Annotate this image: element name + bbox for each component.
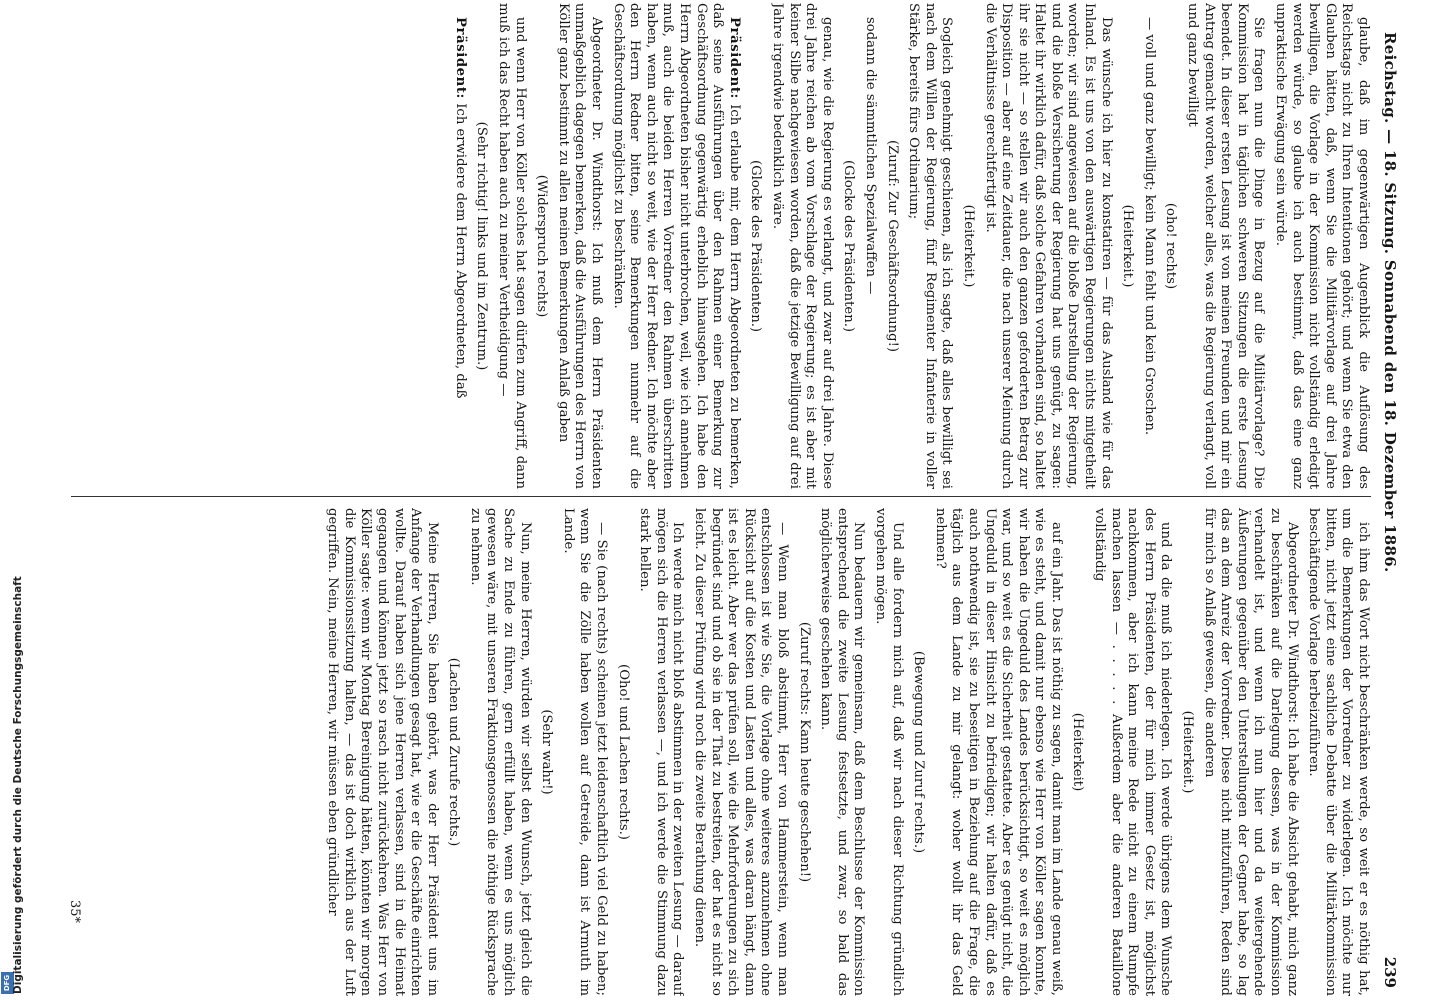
paragraph-text: — Wenn man bloß abstimmt, Herr von Hammerstein, wenn man entschlossen ist wie Sie, die Vorlage ohne weiteres anzunehmen ohne Rücksicht auf die Kosten und Lasten und alles, was daran hängt, dann ist es leicht. Aber wer das prüfen soll, wie die Mehrforderungen zu sich begründet sind und ob sie in der That zu bestreiten, der hat es nicht so leicht. Zu dieser Prüfung wird noch die zweite Berathung dienen. bbox=[692, 508, 790, 996]
paragraph bbox=[554, 3, 604, 489]
left-column bbox=[71, 3, 1371, 489]
paragraph-text: (Sehr richtig! links und im Zentrum.) bbox=[474, 121, 490, 371]
interjection bbox=[1069, 508, 1086, 996]
interjection bbox=[795, 508, 812, 996]
paragraph-text: Das wünsche ich hier zu konstatiren — für das Ausland wie für das Inland. Es ist uns von den auswärtigen Regierungen nichts mitgetheilt worden; wir sind angewiesen auf die bloße Darstellung der Regierung, und die bloße Versicherung der Regierung hat uns genügt, zu sagen: Haltet ihr wirklich dafür, daß solche Gefahren vorhanden sind, so haltet ihr sie nicht — so stellen wir auch den ganzen geforderten Betrag zur Disposition — aber auf eine Zeitdauer, die nach unserer Meinung durch die Verhältnisse gerechtfertigt ist. bbox=[982, 3, 1114, 489]
page-header bbox=[1375, 0, 1399, 1000]
interjection bbox=[910, 508, 927, 996]
paragraph-text: Nun, meine Herren, würden wir selbst den Wunsch, jetzt gleich die Sache zu Ende zu führen, gern erfüllt haben, wenn es uns möglich gewesen wäre, mit unseren Fraktionsgenossen die nöthige Rücksprache zu nehmen. bbox=[467, 508, 533, 996]
paragraph-text: Ich erlaube mir, dem Herrn Abgeordneten zu bemerken, daß seine Ausführungen über den Rahmen einer Bemerkung zur Geschäftsordnung gegenwärtig erheblich hinausgehen. Ich habe den Herrn Abgeordneten bisher nicht unterbrochen, weil, wie ich annehmen muß, auch die beiden Herren Vorredner den Rahmen überschritten haben, wenn auch nicht so weit, wie der Herr Redner. Ich möchte aber den Herrn Redner bitten, seine Bemerkungen nunmehr auf die Geschäftsordnung möglichst zu beschränken. bbox=[610, 3, 742, 489]
paragraph-text: (Heiterkeit.) bbox=[1120, 204, 1136, 288]
paragraph bbox=[451, 3, 468, 489]
interjection bbox=[840, 3, 857, 489]
paragraph bbox=[861, 3, 878, 489]
running-title: Reichstag. — 18. Sitzung. Sonnabend den 18. Dezember 1886. bbox=[1381, 32, 1399, 573]
paragraph-text: (Glocke des Präsidenten.) bbox=[841, 159, 857, 333]
paragraph-text: (Heiterkeit.) bbox=[960, 204, 976, 288]
digitization-credit: Digitalisierung gefördert durch die Deutsche Forschungsgemeinschaft bbox=[12, 576, 24, 994]
paragraph-text: Sogleich genehmigt geschienen, als ich sagte, daß alles bewilligt sei nach dem Willen der Regierung, fünf Regimenter Infanterie in voller Stärke, bereits fürs Ordinarium; bbox=[906, 3, 955, 489]
paragraph bbox=[324, 508, 440, 996]
paragraph-text: Ich werde mich nicht bloß abstimmen in der zweiten Lesung — darauf mögen sich die Herren verlassen —, und ich werde die Stimmung dazu stark hellen. bbox=[637, 508, 686, 996]
paragraph-text: Meine Herren, Sie haben gehört, was der Herr Präsident uns im Anfange der Verhandlungen gesagt hat, wie er die Geschäfte einrichten wollte. Darauf haben sich jene Herren verlassen, sind in die Heimat gegangen und können jetzt so rasch nicht zurückkehren. Was Herr von Köller sagte: wenn wir Montag Bereinigung hätten, könnten wir morgen die Kommissionssitzung halten, — das ist doch wirklich aus der Luft gegriffen. Nein, meine Herren, wir müssen eben gründlicher bbox=[325, 508, 440, 996]
paragraph-text: und da die muß ich niederlegen. Ich werde übrigens dem Wunsche des Herrn Präsidenten, der für mich immer Gesetz ist, möglichst nachkommen, aber ich kann meine Rede nicht zu einem Rumpfe machen lassen — . . . . . Außerdem aber die anderen Bataillone vollständig bbox=[1092, 508, 1174, 996]
paragraph-text: (Heiterkeit) bbox=[1070, 712, 1086, 792]
paragraph bbox=[559, 508, 609, 996]
paragraph bbox=[871, 508, 904, 996]
speaker-label: Präsident: bbox=[452, 17, 468, 100]
paragraph bbox=[1140, 3, 1157, 489]
paragraph bbox=[495, 3, 528, 489]
interjection bbox=[959, 3, 976, 489]
interjection bbox=[747, 3, 764, 489]
paragraph bbox=[1271, 3, 1371, 489]
paragraph-text: Abgeordneter Dr. Windthorst: Ich habe die Absicht gehabt, mich ganz zu beschränken auf die Darlegung dessen, was in der Kommission verhandelt ist, und wenn ich nun hier und da weitergehende Äußerungen gegenüber den Unterstellungen der Gegner habe, so lag das an dem Anreiz der Vorredner. Diese nicht mitzuführen, Reden sind für mich so Anlaß gewesen, die anderen bbox=[1201, 508, 1300, 996]
page-number: 239 bbox=[1381, 956, 1399, 988]
paragraph-text: Ich erwidere dem Herrn Abgeordneten, daß bbox=[452, 103, 468, 399]
right-column bbox=[71, 508, 1371, 996]
interjection bbox=[883, 3, 900, 489]
paragraph-text: (Heiterkeit.) bbox=[1180, 710, 1196, 794]
digitization-footer bbox=[0, 0, 24, 1000]
paragraph-text: (Widerspruch rechts) bbox=[534, 174, 550, 318]
paragraph bbox=[905, 3, 955, 489]
paragraph-text: Sie fragen nun die Dinge in Bezug auf die Militärvorlage? Die Kommission hat in täglichen schweren Sitzungen die erste Lesung beendet. In dieser ersten Lesung ist von meinen Freunden und mir ein Antrag gemacht worden, welcher alles, was die Regierung verlangt, voll und ganz bewilligt bbox=[1185, 3, 1267, 489]
paragraph-text: ich ihm das Wort nicht beschränken werde, so weit er es nöthig hat, um die Bemerkungen der Vorredner zu widerlegen. Ich möchte nur bitten, nicht jetzt eine sachliche Debatte über die Militärkommission beschäftigende Vorlage herbeizuführen. bbox=[1306, 508, 1371, 996]
paragraph bbox=[768, 3, 834, 489]
paragraph-text: — voll und ganz bewilligt; kein Mann fehlt und kein Groschen. bbox=[1141, 17, 1157, 436]
paragraph-text: (Zuruf: Zur Geschäftsordnung!) bbox=[884, 139, 900, 353]
paragraph-text: Abgeordneter Dr. Windthorst: Ich muß dem Herrn Präsidenten unmaßgeblich dagegen bemerken, daß die Ausführungen des Herrn von Köller ganz bestimmt zu allen meinen Bemerkungen Anlaß gaben bbox=[555, 3, 605, 489]
paragraph bbox=[466, 508, 532, 996]
paragraph bbox=[817, 508, 867, 996]
paragraph bbox=[1091, 508, 1174, 996]
paragraph-text: (Glocke des Präsidenten.) bbox=[748, 159, 764, 333]
paragraph-text: sodann die sämmtlichen Spezialwaffen — bbox=[862, 17, 878, 295]
paragraph bbox=[931, 508, 1064, 996]
paragraph-text: auf ein Jahr. Das ist nöthig zu sagen, damit man im Lande genau weiß, wie es steht, und damit nur ebenso wie Herr von Köller sagen konnte, wir haben die Ungeduld des Landes berücksichtigt, so weit es möglich war, und so weit es die Sicherheit gestattete. Aber es genügt nicht, die Ungeduld in dieser Hinsicht zu befriedigen; wir halten dafür, daß es auch nothwendig ist, sie zu beseitigen in Beziehung auf die Frage, die täglich aus dem Lande zu mir gelangt: woher wollt ihr das Geld nehmen? bbox=[932, 508, 1064, 996]
interjection bbox=[614, 508, 631, 996]
paragraph bbox=[690, 508, 790, 996]
paragraph bbox=[1200, 508, 1300, 996]
paragraph-text: (Zuruf rechts: Kann heute geschehen!) bbox=[796, 621, 812, 883]
paragraph bbox=[981, 3, 1114, 489]
paragraph-text: und wenn Herr von Köller solches hat sagen dürfen zum Angriff, dann muß ich das Recht haben auch zu meiner Vertheidigung — bbox=[496, 3, 528, 489]
paragraph-text: (Bewegung und Zuruf rechts.) bbox=[911, 650, 927, 854]
paragraph bbox=[636, 508, 686, 996]
paragraph-text: Und alle fordern mich auf, daß wir nach dieser Richtung gründlich vorgehen mögen. bbox=[872, 508, 905, 996]
interjection bbox=[473, 3, 490, 489]
paragraph bbox=[1305, 508, 1371, 996]
interjection bbox=[445, 508, 462, 996]
paragraph bbox=[609, 3, 742, 489]
interjection bbox=[1162, 3, 1179, 489]
interjection bbox=[1119, 3, 1136, 489]
speaker-label: Präsident: bbox=[726, 17, 742, 100]
paragraph-text: — Sie (nach rechts) scheinen jetzt leidenschaftlich viel Geld zu haben; wenn Sie die Zölle haben wollen auf Getreide, dann ist Armuth im Lande. bbox=[560, 508, 610, 996]
paragraph-text: (Sehr wahr!) bbox=[539, 709, 555, 795]
interjection bbox=[1178, 508, 1195, 996]
interjection bbox=[538, 508, 555, 996]
signature-mark: 35* bbox=[67, 900, 82, 924]
interjection bbox=[533, 3, 550, 489]
paragraph-text: glaube, daß im gegenwärtigen Augenblick die Auflösung des Reichstags nicht zu Ihren Intentionen gehört; und wenn Sie etwa den Glauben hätten, daß, wenn Sie die Militärvorlage auf drei Jahre bewilligen, die Vorlage in der Kommission nicht vollständig erledigt werden würde, so glaube ich auch bestimmt, daß das eine ganz unpraktische Erwägung sein würde. bbox=[1273, 3, 1371, 489]
column-divider bbox=[71, 496, 1371, 497]
paragraph-text: genau, wie die Regierung es verlangt, und zwar auf drei Jahre. Diese drei Jahre reichen ab vom Vorschlage der Regierung; es ist aber mit keiner Silbe nachgewiesen worden, daß die jetzige Bewilligung auf drei Jahre irgendwie bedenklich wäre. bbox=[770, 3, 835, 489]
paragraph-text: (Oho! und Lachen rechts.) bbox=[615, 664, 631, 840]
paragraph-text: Nun bedauern wir gemeinsam, daß dem Beschlusse der Kommission entsprechend die zweite Lesung festsetzte, und zwar, so bald das möglicherweise geschehen kann. bbox=[818, 508, 867, 996]
dfg-logo-icon: DFG bbox=[1, 972, 14, 994]
paragraph bbox=[1183, 3, 1266, 489]
paragraph-text: (Lachen und Zurufe rechts.) bbox=[446, 657, 462, 847]
paragraph-text: (oho! rechts) bbox=[1163, 202, 1179, 290]
